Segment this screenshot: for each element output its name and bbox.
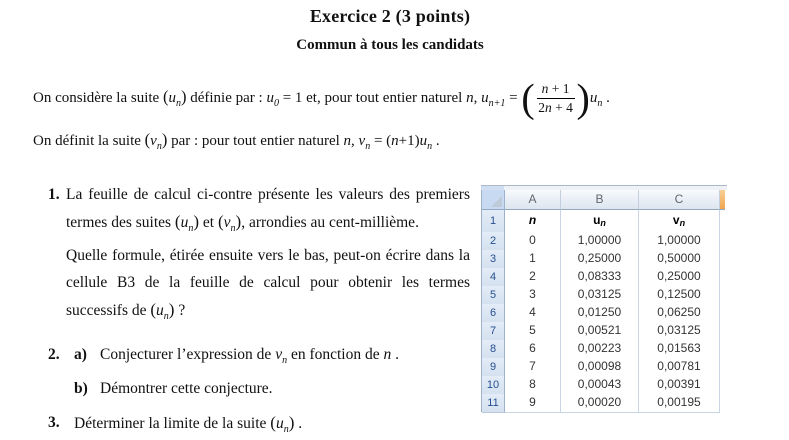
cell-n: 8 xyxy=(505,376,561,395)
select-all-corner xyxy=(482,190,505,210)
table-row xyxy=(481,232,727,250)
column-header-partial xyxy=(720,190,725,210)
exercise-title: Exercice 2 (3 points) xyxy=(309,6,471,26)
cell-n: 6 xyxy=(505,340,561,359)
spreadsheet xyxy=(481,185,727,412)
intro-paragraph-recurrence xyxy=(33,72,610,122)
table-row xyxy=(481,268,727,286)
text-segment: Conjecturer l’expression de xyxy=(100,346,276,363)
text-segment: et xyxy=(199,214,218,231)
var-u: u xyxy=(419,133,428,149)
subscript-np1: n+1 xyxy=(488,98,506,109)
cell-u: 0,00521 xyxy=(561,322,639,341)
table-row xyxy=(481,322,727,340)
cell-u: 0,03125 xyxy=(561,286,639,305)
row-header: 4 xyxy=(482,268,505,287)
var-u: u xyxy=(156,302,164,319)
row-header: 2 xyxy=(482,232,505,251)
question-3-number: 3. xyxy=(48,414,60,431)
row-header: 6 xyxy=(482,304,505,323)
text-segment: On définit la suite xyxy=(33,133,145,149)
cell-v: 0,01563 xyxy=(639,340,720,359)
subscript-n: n xyxy=(230,223,236,234)
var-v: v xyxy=(223,214,231,231)
subscript-n: n xyxy=(365,141,371,152)
paren-close: ) xyxy=(180,87,187,106)
table-row xyxy=(481,394,727,412)
row-header: 5 xyxy=(482,286,505,305)
text-segment: définie par : xyxy=(186,90,267,106)
cell-v: 1,00000 xyxy=(639,232,720,251)
var-v: v xyxy=(150,133,157,149)
subscript-n: n xyxy=(175,98,181,109)
question-2b xyxy=(74,375,399,403)
subscript-n: n xyxy=(282,355,288,366)
text-segment: +1) xyxy=(398,133,420,149)
text-segment: . xyxy=(294,415,303,432)
cell-n: 9 xyxy=(505,394,561,413)
cell-n: 7 xyxy=(505,358,561,377)
cell-header-vn: vn xyxy=(639,210,720,235)
text-segment: , xyxy=(351,133,359,149)
table-row xyxy=(481,304,727,322)
row-header: 7 xyxy=(482,322,505,341)
cell-u: 0,08333 xyxy=(561,268,639,287)
paren-close: ) xyxy=(235,212,242,231)
row-header: 8 xyxy=(482,340,505,359)
column-header-B: B xyxy=(561,190,639,210)
text-segment: . xyxy=(432,133,440,149)
text-segment: Démontrer cette conjecture. xyxy=(100,379,273,397)
cell-v: 0,03125 xyxy=(639,322,720,341)
var-v: v xyxy=(358,133,366,149)
question-2a-label: a) xyxy=(74,346,87,363)
row-header: 1 xyxy=(482,210,505,235)
subscript-n: n xyxy=(156,141,162,152)
cell-n: 4 xyxy=(505,304,561,323)
cell-u: 0,00098 xyxy=(561,358,639,377)
text-segment: . xyxy=(391,346,399,363)
text-segment: , xyxy=(473,90,482,106)
var-u: u xyxy=(168,90,176,106)
question-1-sentence-1 xyxy=(66,181,470,242)
var-u-final: u xyxy=(589,90,598,106)
cell-n: 2 xyxy=(505,268,561,287)
spreadsheet-column-headers xyxy=(481,190,727,210)
table-row xyxy=(481,376,727,394)
cell-u: 0,00223 xyxy=(561,340,639,359)
var-v: v xyxy=(275,346,283,363)
var-u-np1: u xyxy=(481,90,489,106)
paren-open: ( xyxy=(162,87,169,106)
var-u0: u xyxy=(266,90,274,106)
paren-open: ( xyxy=(270,413,276,432)
question-1-number: 1. xyxy=(48,186,60,203)
var-n: n xyxy=(343,133,352,149)
table-row xyxy=(481,250,727,268)
cell-v: 0,00195 xyxy=(639,394,720,413)
text-segment: par : pour tout entier naturel xyxy=(167,133,344,149)
paren-open: ( xyxy=(217,212,224,231)
text-segment: On considère la suite xyxy=(33,90,163,106)
text-segment: = 1 et, pour tout entier naturel xyxy=(278,90,467,106)
exercise-subtitle: Commun à tous les candidats xyxy=(296,37,484,53)
question-2-number: 2. xyxy=(48,346,60,363)
fraction-denominator: 2n + 4 xyxy=(538,100,573,116)
cell-u: 0,01250 xyxy=(561,304,639,323)
question-2b-label: b) xyxy=(74,379,88,397)
intro-paragraph-vn xyxy=(33,126,440,153)
text-segment: Quelle formule, étirée ensuite vers le bas, peut-on écrire dans la cellule B3 de la feuille de calcul pour obtenir les termes successifs de xyxy=(66,247,470,319)
text-segment: en fonction de xyxy=(287,346,384,363)
subscript-n: n xyxy=(163,311,169,322)
var-n: n xyxy=(466,90,474,106)
paren-close: ) xyxy=(193,212,200,231)
table-row xyxy=(481,358,727,376)
text-segment: ? xyxy=(174,302,186,319)
subscript-0: 0 xyxy=(273,98,279,109)
text-segment: . xyxy=(602,90,610,106)
subscript-n: n xyxy=(188,223,194,234)
var-n: n xyxy=(391,133,399,149)
cell-v: 0,50000 xyxy=(639,250,720,269)
text-segment: = ( xyxy=(370,133,392,149)
cell-n: 5 xyxy=(505,322,561,341)
text-segment: Déterminer la limite de la suite xyxy=(74,415,271,432)
question-2a xyxy=(74,341,399,375)
cell-v: 0,25000 xyxy=(639,268,720,287)
fraction-numerator: n + 1 xyxy=(537,81,575,99)
paren-close: ) xyxy=(288,413,295,432)
paren-open: ( xyxy=(144,130,151,149)
cell-v: 0,06250 xyxy=(639,304,720,323)
question-1-text xyxy=(66,181,470,330)
question-3-text xyxy=(74,409,302,440)
paren-open: ( xyxy=(150,300,157,319)
cell-v: 0,00391 xyxy=(639,376,720,395)
cell-u: 0,00020 xyxy=(561,394,639,413)
text-segment: La feuille de calcul ci-contre présente les valeurs des premiers termes des suites xyxy=(66,186,470,231)
subscript-n: n xyxy=(427,141,433,152)
select-all-triangle-icon xyxy=(491,196,502,207)
row-header: 3 xyxy=(482,250,505,269)
cell-v: 0,12500 xyxy=(639,286,720,305)
big-paren-close: ) xyxy=(576,75,590,121)
var-n: n xyxy=(383,346,392,363)
cell-u: 0,25000 xyxy=(561,250,639,269)
cell-n: 0 xyxy=(505,232,561,251)
text-segment: , arrondies au cent-millième. xyxy=(241,214,419,231)
fraction xyxy=(537,81,575,116)
question-2-text xyxy=(74,341,399,402)
var-u: u xyxy=(275,415,284,432)
big-paren-open: ( xyxy=(521,75,535,121)
row-header: 9 xyxy=(482,358,505,377)
table-row xyxy=(481,210,727,232)
table-row xyxy=(481,340,727,358)
table-row xyxy=(481,286,727,304)
column-header-A: A xyxy=(505,190,561,210)
cell-header-un: un xyxy=(561,210,639,235)
cell-v: 0,00781 xyxy=(639,358,720,377)
cell-n: 1 xyxy=(505,250,561,269)
cell-n: 3 xyxy=(505,286,561,305)
row-header: 10 xyxy=(482,376,505,395)
column-header-C: C xyxy=(639,190,720,210)
paren-open: ( xyxy=(174,212,181,231)
paren-close: ) xyxy=(168,300,175,319)
subscript-n: n xyxy=(597,98,603,109)
cell-u: 1,00000 xyxy=(561,232,639,251)
paren-close: ) xyxy=(161,130,168,149)
subscript-n: n xyxy=(283,424,289,435)
question-1-sentence-2 xyxy=(66,242,470,330)
row-header: 11 xyxy=(482,394,505,413)
cell-header-n: n xyxy=(505,210,561,235)
cell-u: 0,00043 xyxy=(561,376,639,395)
var-u: u xyxy=(180,214,189,231)
text-segment: = xyxy=(505,90,522,106)
